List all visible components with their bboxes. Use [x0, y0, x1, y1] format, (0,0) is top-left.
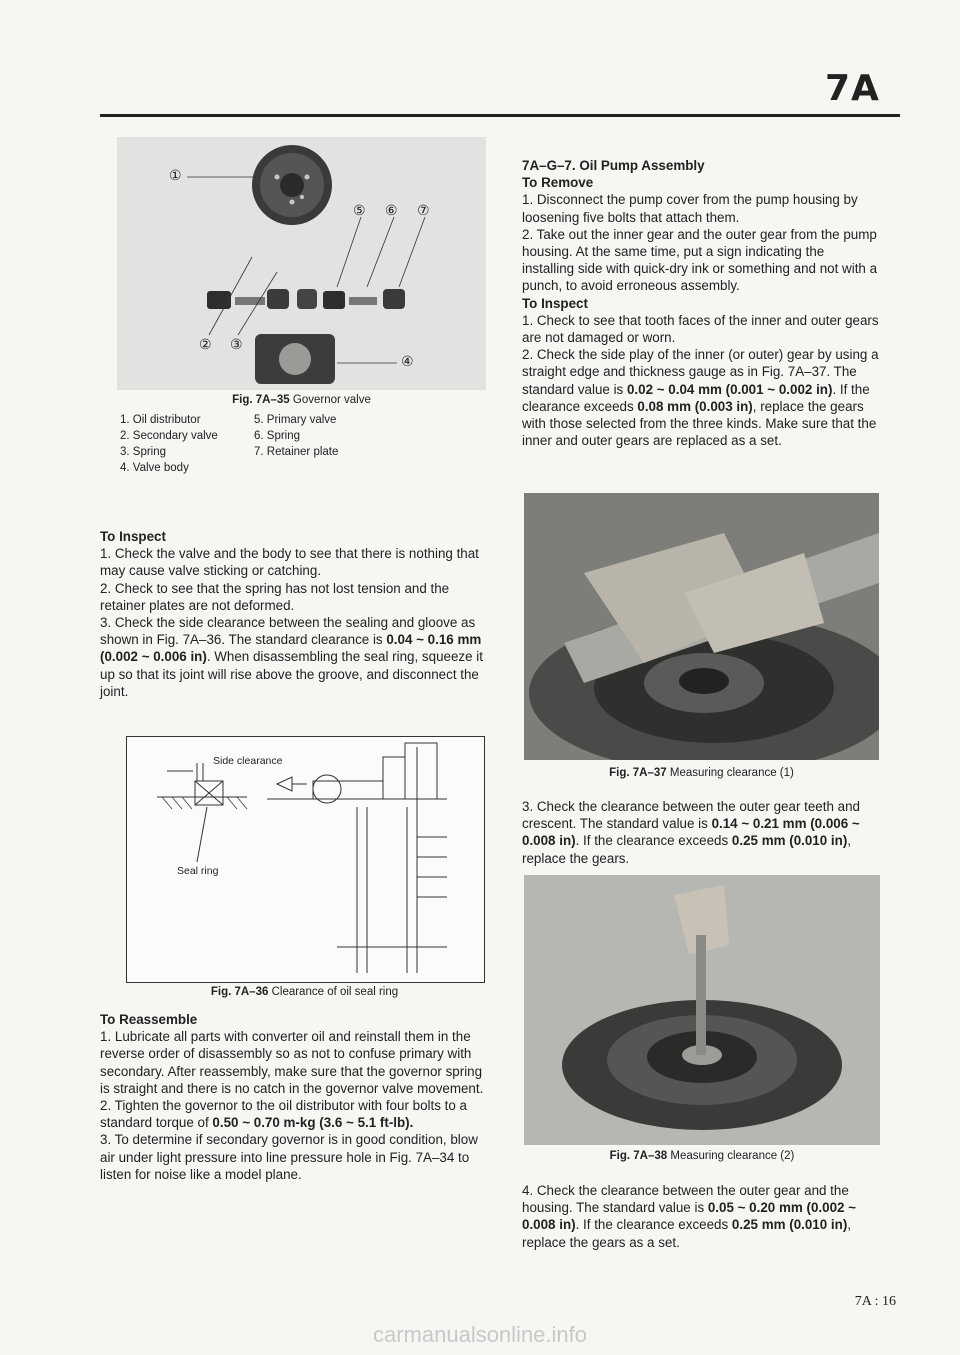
fig36-label: Fig. 7A–36	[210, 986, 269, 998]
header-rule	[100, 114, 900, 117]
fig35-caption	[117, 394, 486, 406]
watermark: carmanualsonline.info	[372, 1322, 588, 1347]
reassemble-section	[100, 1011, 488, 1183]
remove-step2: 2. Take out the inner gear and the outer gear from the pump housing. At the same time, put a sign indicating the installing side with quick-dry ink or something and not with a punch, to avoid erroneous assembly.	[522, 226, 878, 294]
part-3: 3. Spring	[120, 446, 167, 458]
fig37-text: Measuring clearance (1)	[669, 767, 794, 779]
inspect-left-heading: To Inspect	[100, 529, 166, 544]
fig35-label: Fig. 7A–35	[232, 394, 290, 406]
part-6: 6. Spring	[254, 430, 301, 442]
inspect-left-section	[100, 528, 488, 700]
reassemble-heading: To Reassemble	[100, 1012, 198, 1027]
fig36-text: Clearance of oil seal ring	[271, 986, 399, 998]
straight-edge-photo	[524, 493, 879, 760]
step4-section	[522, 1182, 880, 1251]
fig38-label: Fig. 7A–38	[609, 1150, 668, 1162]
part-5: 5. Primary valve	[254, 414, 337, 426]
remove-step1: 1. Disconnect the pump cover from the pump housing by loosening five bolts that attach them.	[522, 192, 858, 225]
fig37-label: Fig. 7A–37	[609, 767, 667, 779]
remove-heading: To Remove	[522, 175, 594, 191]
oil-pump-heading: 7A–G–7. Oil Pump Assembly	[522, 158, 705, 173]
side-clearance-label: Side clearance	[213, 755, 283, 767]
inspect-right-heading: To Inspect	[522, 295, 588, 311]
callout-4: ④	[401, 355, 414, 370]
figure-measuring-clearance-2	[524, 875, 880, 1145]
figure-measuring-clearance-1	[524, 493, 879, 760]
fig37-caption	[524, 767, 879, 779]
inspect-left-step3: 3. Check the side clearance between the sealing and gloove as shown in Fig. 7A–36. The standard clearance is 0.04 ~ 0.16 mm (0.002 ~ 0.006 in). When disassembling the seal ring, squeeze it up so that its joint will rise above the groove, and disconnect the joint.	[100, 615, 483, 699]
seal-ring-diagram	[127, 737, 484, 982]
figure-seal-ring-clearance	[126, 736, 485, 983]
section-id: 7A	[825, 68, 880, 109]
part-2: 2. Secondary valve	[120, 430, 218, 442]
figure-governor-valve	[117, 137, 486, 390]
step3-section	[522, 798, 880, 867]
part-7: 7. Retainer plate	[254, 446, 339, 458]
callout-1: ①	[169, 169, 182, 184]
reassemble-step3: 3. To determine if secondary governor is in good condition, blow air under light pressure into line pressure hole in Fig. 7A–34 to listen for noise like a model plane.	[100, 1132, 478, 1182]
part-4: 4. Valve body	[120, 462, 189, 474]
callout-3: ③	[230, 338, 243, 353]
fig36-caption	[126, 986, 483, 998]
inspect-left-step2: 2. Check to see that the spring has not lost tension and the retainer plates are not deformed.	[100, 580, 450, 613]
page-number: 7A : 16	[854, 1294, 896, 1309]
part-1: 1. Oil distributor	[120, 414, 201, 426]
callout-5: ⑤	[353, 204, 366, 219]
pump-step3: 3. Check the clearance between the outer gear teeth and crescent. The standard value is 0.14 ~ 0.21 mm (0.006 ~ 0.008 in). If the clearance exceeds 0.25 mm (0.010 in), replace the gears.	[522, 799, 860, 866]
inspect-left-step1: 1. Check the valve and the body to see that there is nothing that may cause valve sticking or catching.	[100, 546, 479, 579]
callout-7: ⑦	[417, 204, 430, 219]
oil-pump-section	[522, 157, 880, 449]
seal-ring-label: Seal ring	[177, 865, 219, 877]
inspect-right-step1: 1. Check to see that tooth faces of the inner and outer gears are not damaged or worn.	[522, 312, 879, 346]
callout-6: ⑥	[385, 204, 398, 219]
callout-2: ②	[199, 338, 212, 353]
inspect-right-step2: 2. Check the side play of the inner (or outer) gear by using a straight edge and thickness gauge as in Fig. 7A–37. The standard value is 0.02 ~ 0.04 mm (0.001 ~ 0.002 in). If the clearance exceeds 0.08 mm (0.003 in), replace the gears with those selected from the three kinds. Make sure that the inner and outer gears are replaced as a set.	[522, 347, 879, 449]
fig35-text: Governor valve	[292, 394, 371, 406]
reassemble-step2: 2. Tighten the governor to the oil distributor with four bolts to a standard torque of 0.50 ~ 0.70 m-kg (3.6 ~ 5.1 ft-lb).	[100, 1098, 467, 1131]
fig38-caption	[524, 1150, 880, 1162]
reassemble-step1: 1. Lubricate all parts with converter oil and reinstall them in the reverse order of disassembly so as not to confuse primary with secondary. After reassembly, make sure that the governor spring is straight and there is no catch in the governor valve movement.	[100, 1029, 484, 1096]
fig38-text: Measuring clearance (2)	[670, 1150, 795, 1162]
pump-step4: 4. Check the clearance between the outer gear and the housing. The standard value is 0.05 ~ 0.20 mm (0.002 ~ 0.008 in). If the clearance exceeds 0.25 mm (0.010 in), replace the gears as a set.	[522, 1183, 857, 1250]
feeler-gauge-photo	[524, 875, 880, 1145]
